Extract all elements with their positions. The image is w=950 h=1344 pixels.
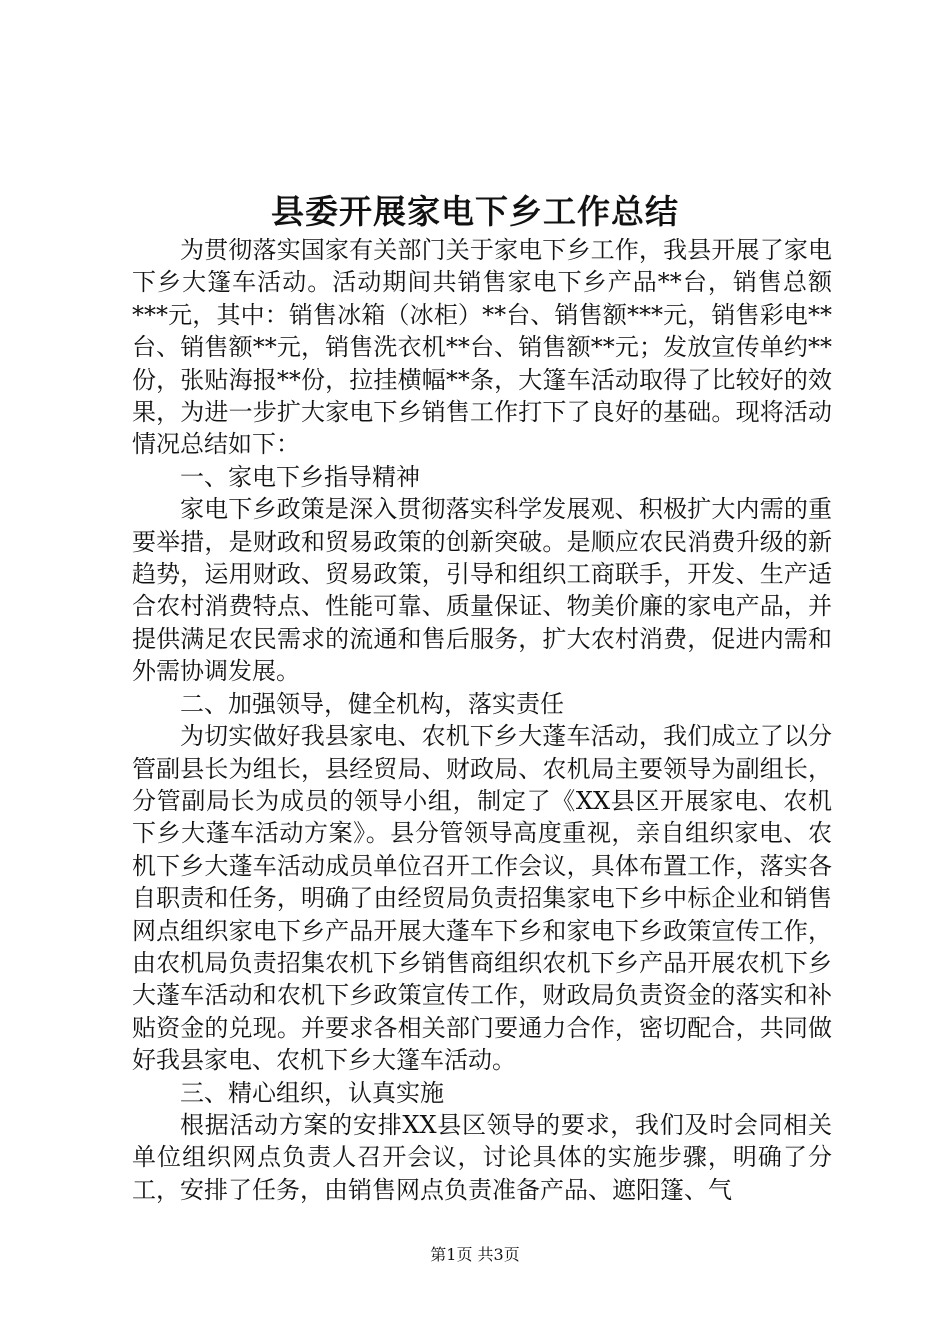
document-body <box>132 234 832 1206</box>
section-heading-2: 二、加强领导，健全机构，落实责任 <box>180 689 564 718</box>
paragraph-section-3: 根据活动方案的安排XX县区领导的要求，我们及时会同相关单位组织网点负责人召开会议，讨论具体的实施步骤，明确了分工，安排了任务，由销售网点负责准备产品、遮阳篷、气 <box>132 1110 832 1204</box>
paragraph-section-2: 为切实做好我县家电、农机下乡大蓬车活动，我们成立了以分管副县长为组长，县经贸局、财政局、农机局主要领导为副组长，分管副局长为成员的领导小组，制定了《XX县区开展家电、农机下乡大蓬车活动方案》。县分管领导高度重视，亲自组织家电、农机下乡大蓬车活动成员单位召开工作会议，具体布置工作，落实各自职责和任务，明确了由经贸局负责招集家电下乡中标企业和销售网点组织家电下乡产品开展大蓬车下乡和家电下乡政策宣传工作，由农机局负责招集农机下乡销售商组织农机下乡产品开展农机下乡大蓬车活动和农机下乡政策宣传工作，财政局负责资金的落实和补贴资金的兑现。并要求各相关部门要通力合作，密切配合，共同做好我县家电、农机下乡大篷车活动。 <box>132 722 832 1075</box>
document-title: 县委开展家电下乡工作总结 <box>271 192 679 231</box>
page-number-footer: 第1页 共3页 <box>430 1245 520 1264</box>
paragraph-section-1: 家电下乡政策是深入贯彻落实科学发展观、积极扩大内需的重要举措，是财政和贸易政策的创新突破。是顺应农民消费升级的新趋势，运用财政、贸易政策，引导和组织工商联手，开发、生产适合农村消费特点、性能可靠、质量保证、物美价廉的家电产品，并提供满足农民需求的流通和售后服务，扩大农村消费，促进内需和外需协调发展。 <box>132 495 832 686</box>
section-heading-3: 三、精心组织，认真实施 <box>180 1078 444 1107</box>
paragraph-intro: 为贯彻落实国家有关部门关于家电下乡工作，我县开展了家电下乡大篷车活动。活动期间共销售家电下乡产品**台，销售总额***元，其中：销售冰箱（冰柜）**台、销售额***元，销售彩电**台、销售额**元，销售洗衣机**台、销售额**元；发放宣传单约**份，张贴海报**份，拉挂横幅**条，大篷车活动取得了比较好的效果，为进一步扩大家电下乡销售工作打下了良好的基础。现将活动情况总结如下： <box>132 236 832 459</box>
section-heading-1: 一、家电下乡指导精神 <box>180 462 420 491</box>
